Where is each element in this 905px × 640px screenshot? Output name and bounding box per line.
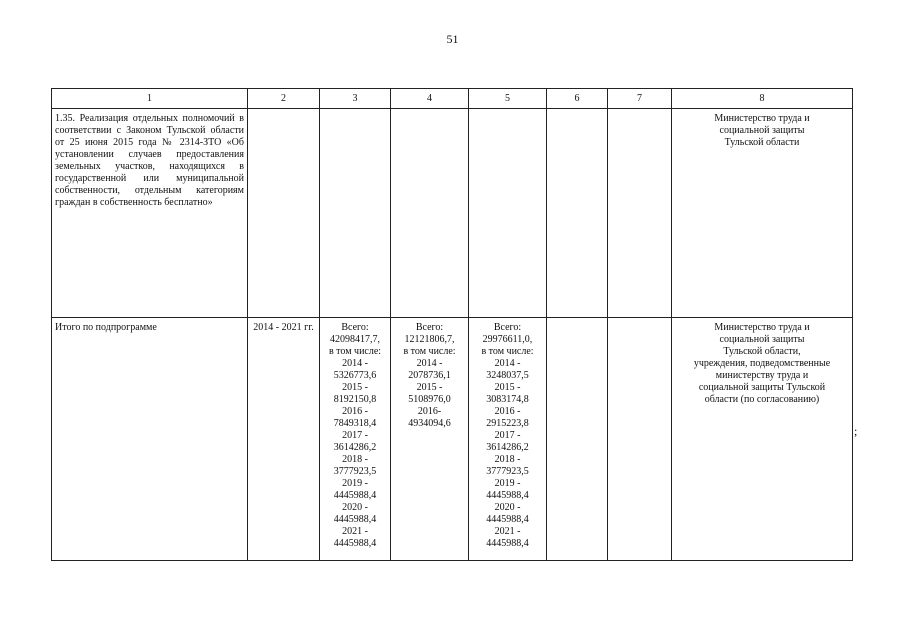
funding-col7-cell [608,318,672,561]
period-cell [248,109,320,318]
column-header: 3 [320,89,391,109]
funding-col5-cell [469,109,547,318]
table-row [52,318,853,561]
funding-col4-cell: Всего: 12121806,7, в том числе: 2014 - 2078736,1 2015 - 5108976,0 2016- 4934094,6 [391,318,469,561]
page-number: 51 [446,32,459,46]
funding-col6-cell [547,109,608,318]
funding-col7-cell [608,109,672,318]
total-funding-cell [320,109,391,318]
funding-col6-cell [547,318,608,561]
table-row [52,109,853,318]
funding-col5-cell: Всего: 29976611,0, в том числе: 2014 - 3248037,5 2015 - 3083174,8 2016 - 2915223,8 2017 - 3614286,2 2018 - 3777923,5 2019 - 4445988,4 2020 - 4445988,4 2021 - 4445988,4 [469,318,547,561]
column-header: 5 [469,89,547,109]
column-header: 2 [248,89,320,109]
table-header-row [52,89,853,109]
executor-cell: Министерство труда и социальной защиты Тульской области, учреждения, подведомственные министерству труда и социальной защиты Тульской области (по согласованию) [672,318,853,561]
column-header: 8 [672,89,853,109]
column-header: 6 [547,89,608,109]
total-funding-cell: Всего: 42098417,7, в том числе: 2014 - 5326773,6 2015 - 8192150,8 2016 - 7849318,4 2017 - 3614286,2 2018 - 3777923,5 2019 - 4445988,4 2020 - 4445988,4 2021 - 4445988,4 [320,318,391,561]
column-header: 1 [52,89,248,109]
column-header: 4 [391,89,469,109]
program-table [51,88,853,561]
trailing-semicolon: ; [854,424,858,438]
measure-name-cell: 1.35. Реализация отдельных полномочий в соответствии с Законом Тульской области от 25 июня 2015 года № 2314-ЗТО «Об установлении случаев предоставления земельных участков, находящихся в государственной или муниципальной собственности, отдельным категориям граждан в собственность бесплатно» [52,109,248,318]
funding-col4-cell [391,109,469,318]
period-cell: 2014 - 2021 гг. [248,318,320,561]
column-header: 7 [608,89,672,109]
executor-cell: Министерство труда и социальной защиты Тульской области [672,109,853,318]
measure-name-cell: Итого по подпрограмме [52,318,248,561]
